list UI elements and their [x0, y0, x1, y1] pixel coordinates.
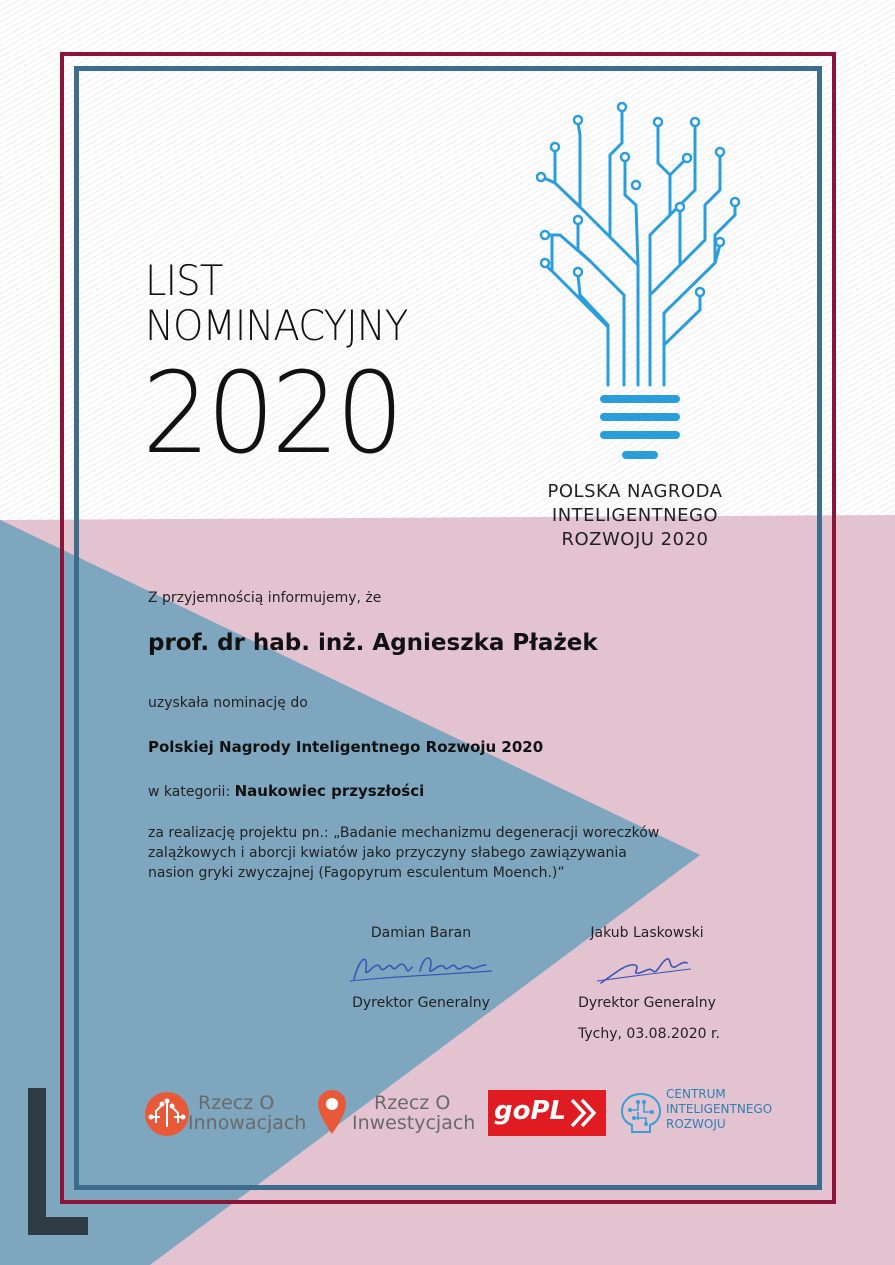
title-year: 2020: [142, 349, 401, 479]
logo-centrum-line2: INTELIGENTNEGO: [666, 1102, 773, 1116]
category-line: [148, 782, 424, 800]
lightbulb-circuit-icon: [530, 95, 760, 470]
signer-title: Dyrektor Generalny: [578, 995, 716, 1011]
nomination-text: uzyskała nominację do: [148, 695, 308, 711]
project-line: nasion gryki zwyczajnej (Fagopyrum esculentum Moench.)”: [148, 865, 565, 881]
logo-gopl: [488, 1090, 606, 1136]
logo-rzecz-o-inwestycjach: [316, 1084, 476, 1140]
logo-rzecz-inwestycjach-line2: Inwestycjach: [352, 1112, 476, 1134]
laureate-name: prof. dr hab. inż. Agnieszka Płażek: [148, 630, 598, 656]
category-prefix: w kategorii:: [148, 784, 231, 800]
logo-gopl-text: goPL: [494, 1096, 567, 1126]
circuit-circle-icon: [142, 1089, 192, 1139]
signature-scribble-right: [587, 947, 707, 987]
award-logo-line3: ROZWOJU 2020: [561, 529, 709, 550]
award-logo-line1: POLSKA NAGRODA: [547, 481, 723, 502]
map-pin-icon: [316, 1088, 348, 1138]
signer-name: Damian Baran: [370, 925, 472, 941]
logo-centrum-line1: CENTRUM: [666, 1087, 726, 1101]
award-logo-text: [515, 480, 755, 552]
signature-block-right: [532, 925, 762, 1011]
title-list: LIST: [145, 256, 223, 305]
project-line: zalążkowych i aborcji kwiatów jako przyczyny słabego zawiązywania: [148, 845, 627, 861]
project-line: za realizację projektu pn.: „Badanie mechanizmu degeneracji woreczków: [148, 825, 660, 841]
chevrons-right-icon: [570, 1098, 602, 1128]
handwritten-signature-left: [306, 945, 536, 989]
logo-centrum-inteligentnego-rozwoju: [618, 1084, 788, 1140]
signature-block-left: [306, 925, 536, 1011]
award-full-name: Polskiej Nagrody Inteligentnego Rozwoju 2020: [148, 738, 544, 756]
title-nominacyjny: NOMINACYJNY: [145, 301, 408, 350]
logo-rzecz-innowacjach-line1: Rzecz O: [198, 1092, 275, 1114]
intro-text: Z przyjemnością informujemy, że: [148, 590, 382, 606]
corner-mark: [28, 1088, 88, 1235]
project-description: [148, 823, 788, 883]
signature-scribble-left: [346, 947, 496, 987]
signer-title: Dyrektor Generalny: [352, 995, 490, 1011]
logo-rzecz-innowacjach-line2: Innowacjach: [188, 1112, 307, 1134]
signer-name: Jakub Laskowski: [590, 925, 704, 941]
logo-centrum-line3: ROZWOJU: [666, 1117, 726, 1131]
logo-rzecz-inwestycjach-line1: Rzecz O: [374, 1092, 451, 1114]
brain-circuit-icon: [618, 1090, 664, 1136]
handwritten-signature-right: [532, 945, 762, 989]
place-date: Tychy, 03.08.2020 r.: [578, 1026, 720, 1042]
category-name: Naukowiec przyszłości: [234, 782, 425, 800]
award-logo-line2: INTELIGENTNEGO: [551, 505, 719, 526]
logo-rzecz-o-innowacjach: [138, 1084, 313, 1140]
